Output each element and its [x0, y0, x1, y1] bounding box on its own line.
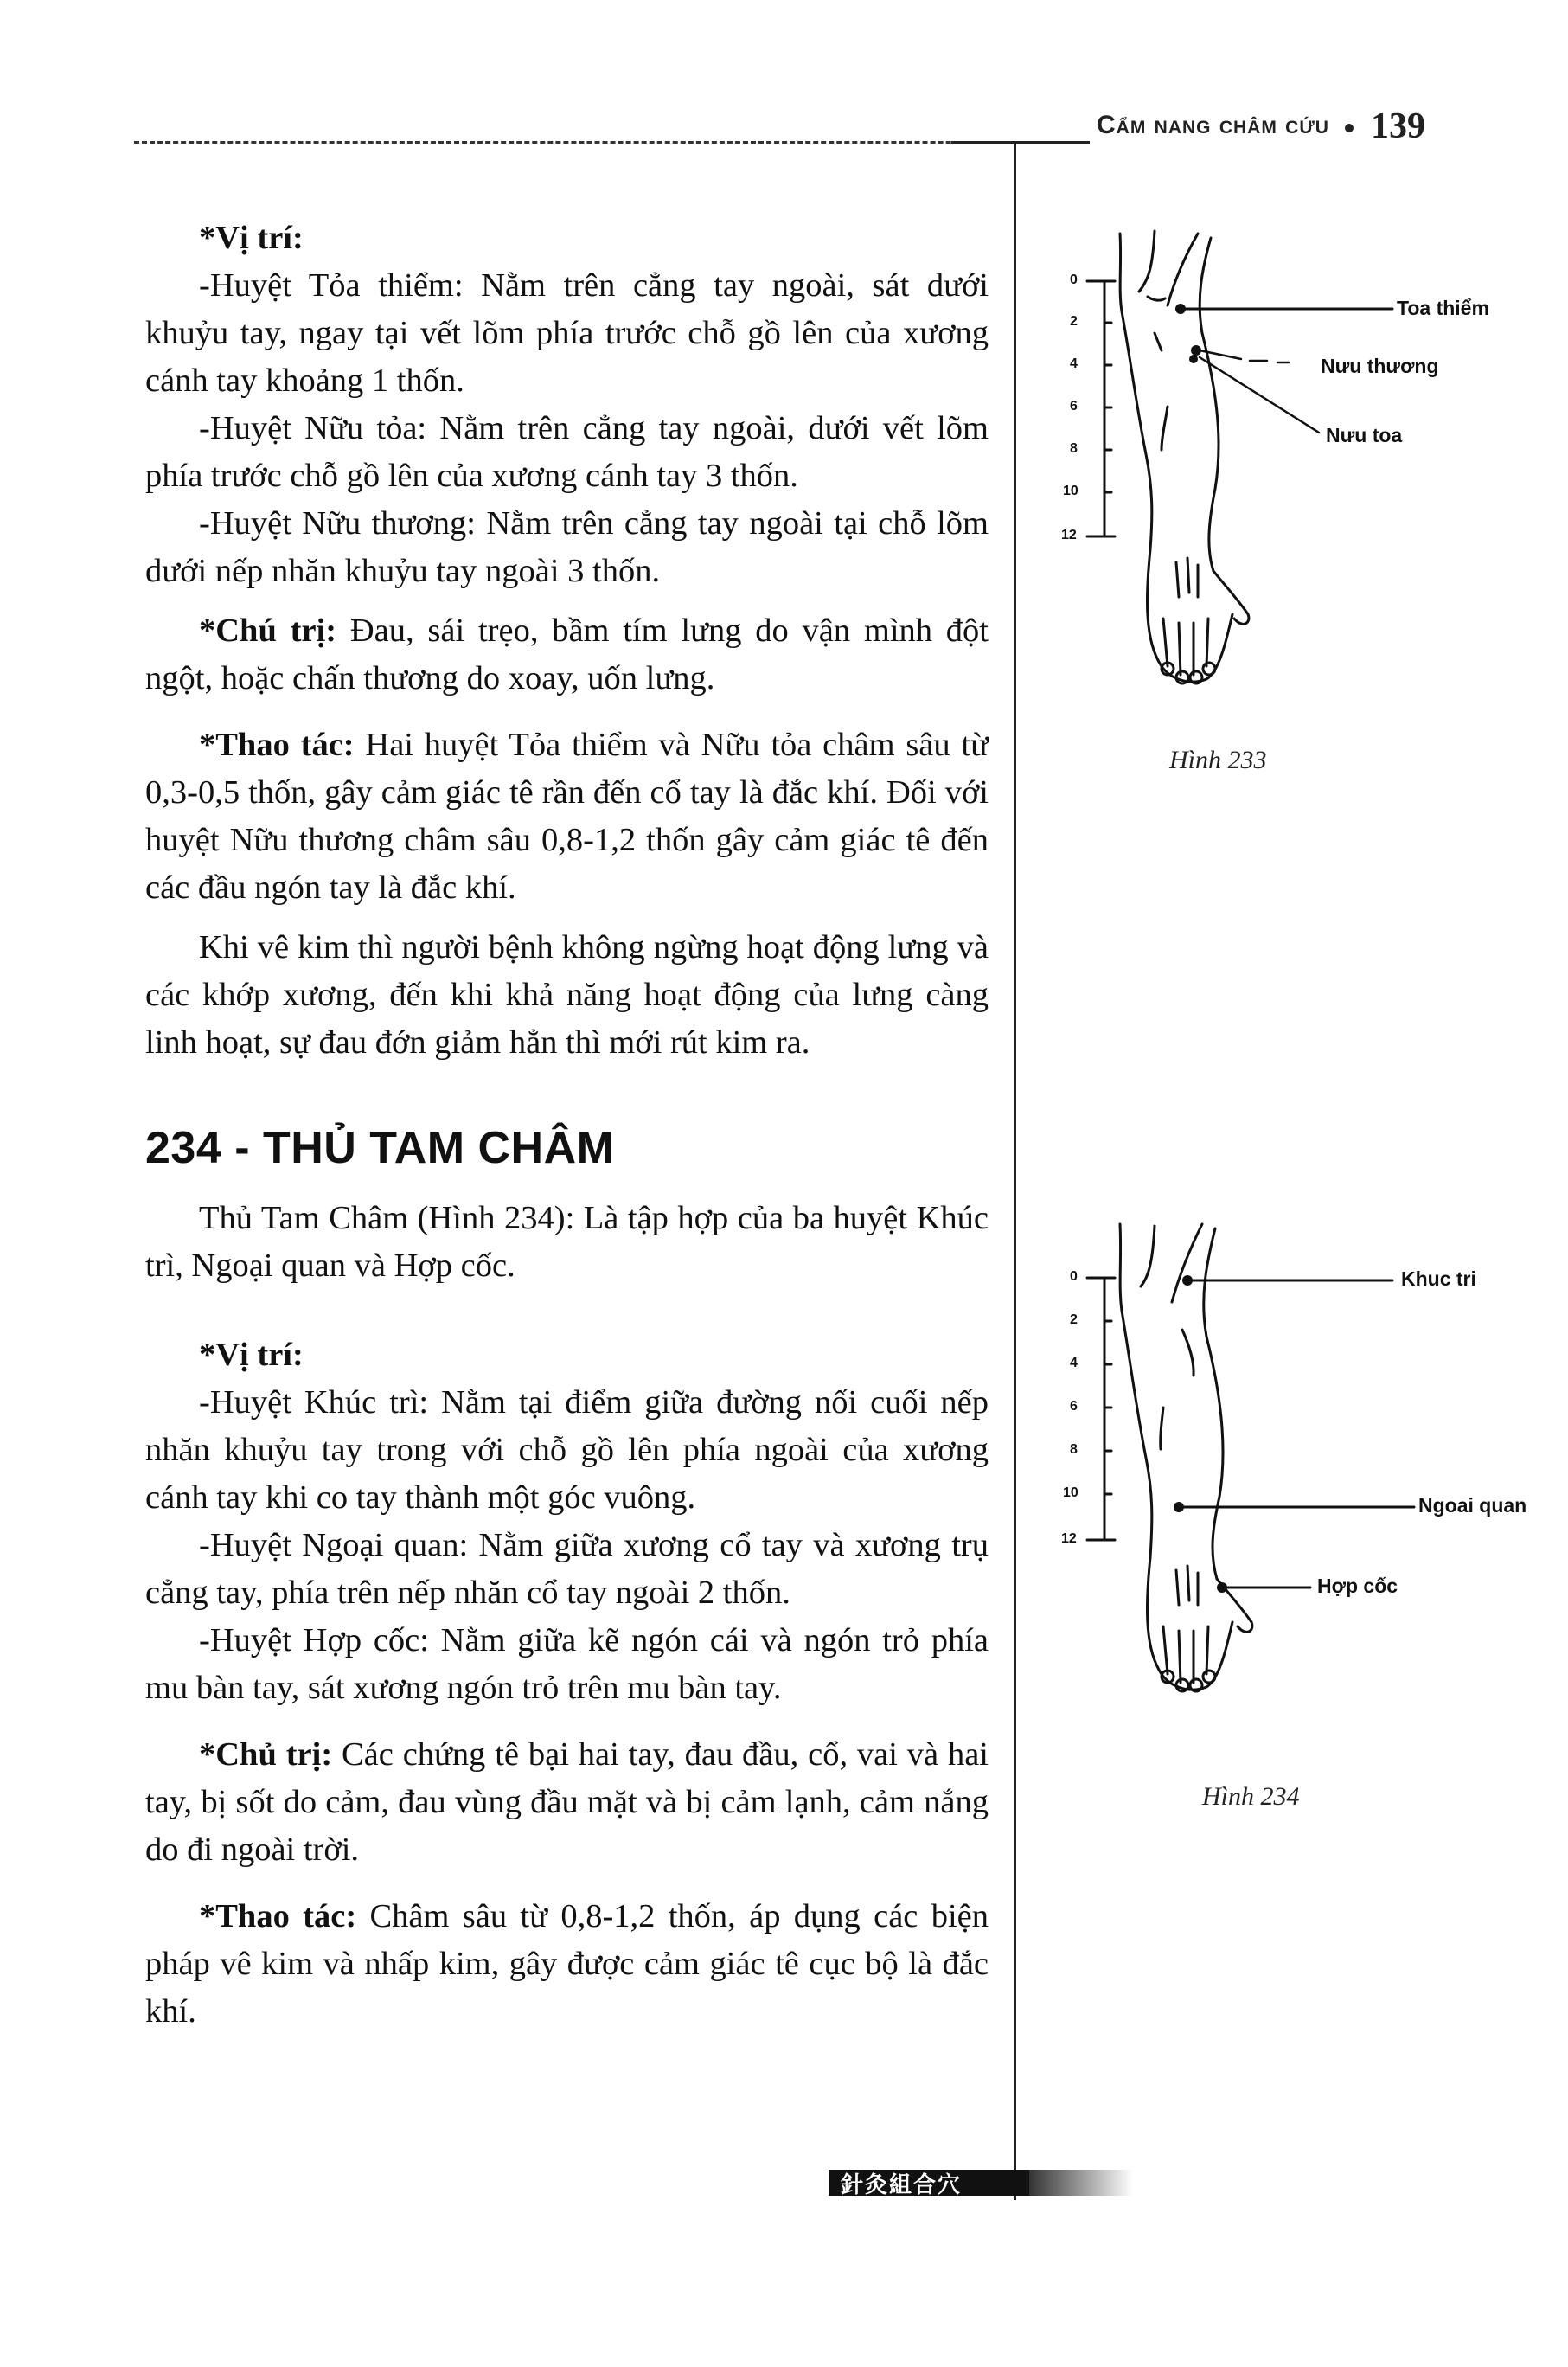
- paragraph-chu-tri-1: [145, 607, 989, 702]
- paragraph-hop-coc: -Huyệt Hợp cốc: Nằm giữa kẽ ngón cái và ngón trỏ phía mu bàn tay, sát xương ngón trỏ trên mu bàn tay.: [145, 1622, 989, 1706]
- footer-fade: [1029, 2170, 1133, 2196]
- tick-label: 12: [1061, 1531, 1077, 1546]
- text: Đau, sái trẹo, bầm tím lưng do vận mình đột ngột, hoặc chấn thương do xoay, uốn lưng.: [145, 613, 989, 696]
- tick-label: 10: [1063, 1485, 1078, 1500]
- text-column: [145, 215, 989, 2036]
- point-label-nuu-thuong: Nưu thương: [1321, 355, 1439, 377]
- column-divider: [1014, 141, 1016, 2200]
- label-vi-tri-2: [145, 1331, 989, 1379]
- keyword: *Chú trị:: [199, 613, 337, 649]
- tick-label: 4: [1070, 356, 1078, 371]
- paragraph-chu-tri-2: [145, 1731, 989, 1874]
- tick-label: 4: [1070, 1356, 1078, 1370]
- tick-label: 6: [1070, 1399, 1078, 1414]
- paragraph-thu-tam-cham: Thủ Tam Châm (Hình 234): Là tập hợp của ba huyệt Khúc trì, Ngoại quan và Hợp cốc.: [145, 1200, 989, 1284]
- tick-label: 0: [1070, 273, 1078, 287]
- tick-label: 8: [1070, 1442, 1078, 1457]
- text: Châm sâu từ 0,8-1,2 thốn, áp dụng các biện pháp vê kim và nhấp kim, gây được cảm giác tê cục bộ là đắc khí.: [145, 1898, 989, 2030]
- tick-label: 2: [1070, 1312, 1078, 1327]
- paragraph-thao-tac-2: [145, 1893, 989, 2036]
- header-rule: [134, 141, 1068, 144]
- point-label-ngoai-quan: Ngoai quan: [1418, 1494, 1527, 1517]
- bullet-icon: [1345, 124, 1354, 132]
- running-head: Cẩm nang châm cứu: [1097, 111, 1329, 139]
- figure-233-caption: Hình 233: [1169, 746, 1267, 774]
- paragraph-ve-kim: Khi vê kim thì người bệnh không ngừng hoạt động lưng và các khớp xương, đến khi khả năng hoạt động của lưng càng linh hoạt, sự đau đớn giảm hẳn thì mới rút kim ra.: [145, 929, 989, 1061]
- figure-234: [1051, 1216, 1527, 1752]
- keyword: *Chủ trị:: [199, 1736, 333, 1773]
- point-label-khuc-tri: Khuc tri: [1401, 1267, 1476, 1290]
- paragraph-nuu-toa: -Huyệt Nữu tỏa: Nằm trên cẳng tay ngoài, dưới vết lõm phía trước chỗ gồ lên của xương cánh tay 3 thốn.: [145, 410, 989, 494]
- tick-label: 10: [1063, 484, 1078, 498]
- section-heading: 234 - THỦ TAM CHÂM: [145, 1123, 615, 1173]
- point-label-hop-coc: Hợp cốc: [1317, 1575, 1398, 1597]
- point-label-toa-thiem: Toa thiểm: [1397, 297, 1489, 319]
- tick-label: 8: [1070, 441, 1078, 456]
- text: Hai huyệt Tỏa thiểm và Nữu tỏa châm sâu từ 0,3-0,5 thốn, gây cảm giác tê rần đến cổ tay là đắc khí. Đối với huyệt Nữu thương châm sâu 0,8-1,2 thốn gây cảm giác tê đến các đầu ngón tay là đắc khí.: [145, 727, 989, 906]
- point-label-nuu-toa: Nưu toa: [1326, 424, 1403, 446]
- keyword: *Vị trí:: [199, 220, 304, 256]
- paragraph-ngoai-quan: -Huyệt Ngoại quan: Nằm giữa xương cổ tay và xương trụ cẳng tay, phía trên nếp nhăn cổ tay ngoài 2 thốn.: [145, 1527, 989, 1611]
- paragraph-toa-thiem: -Huyệt Tỏa thiểm: Nằm trên cẳng tay ngoài, sát dưới khuỷu tay, ngay tại vết lõm phía trước chỗ gồ lên của xương cánh tay khoảng 1 thốn.: [145, 267, 989, 399]
- paragraph-thao-tac-1: [145, 722, 989, 912]
- header-rule-solid: [951, 141, 1090, 144]
- figure-233: [1051, 229, 1489, 714]
- paragraph-nuu-thuong: -Huyệt Nữu thương: Nằm trên cẳng tay ngoài tại chỗ lõm dưới nếp nhăn khuỷu tay ngoài 3 thốn.: [145, 505, 989, 589]
- paragraph-khuc-tri: -Huyệt Khúc trì: Nằm tại điểm giữa đường nối cuối nếp nhăn khuỷu tay trong với chỗ gồ lên phía ngoài của xương cánh tay khi co tay thành một góc vuông.: [145, 1384, 989, 1516]
- keyword: *Vị trí:: [199, 1337, 304, 1373]
- page-number: 139: [1371, 106, 1425, 146]
- keyword: *Thao tác:: [199, 727, 355, 763]
- arm-diagram-234: [1051, 1216, 1501, 1752]
- tick-label: 2: [1070, 314, 1078, 329]
- tick-label: 12: [1061, 528, 1077, 542]
- keyword: *Thao tác:: [199, 1898, 357, 1934]
- tick-label: 0: [1070, 1269, 1078, 1284]
- label-vi-tri-1: [145, 215, 989, 262]
- text: Các chứng tê bại hai tay, đau đầu, cổ, vai và hai tay, bị sốt do cảm, đau vùng đầu mặt và bị cảm lạnh, cảm nắng do đi ngoài trời.: [145, 1736, 989, 1868]
- footer-text: 針灸組合穴: [841, 2172, 963, 2198]
- figure-234-caption: Hình 234: [1202, 1782, 1300, 1811]
- tick-label: 6: [1070, 399, 1078, 414]
